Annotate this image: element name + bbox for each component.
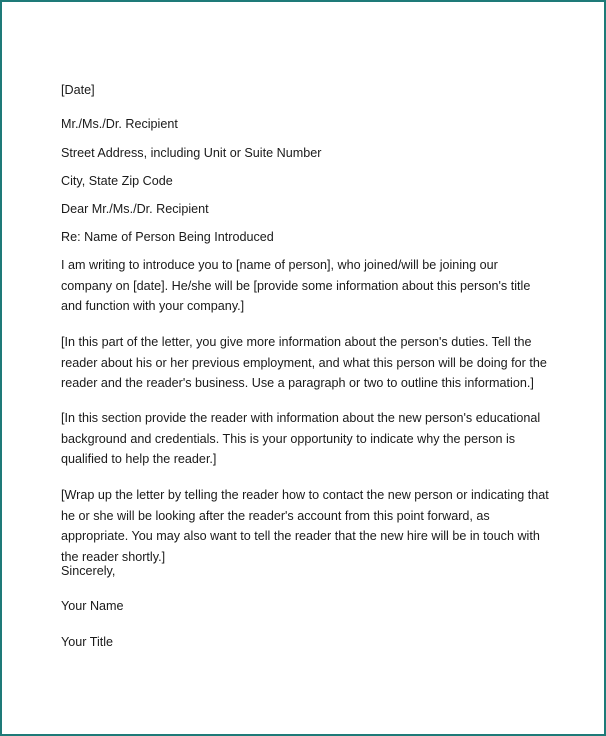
signature-title: Your Title [61, 635, 114, 649]
date-line: [Date] [61, 83, 95, 97]
paragraph-contact: [Wrap up the letter by telling the reader how to contact the new person or indicating that he or she will be looking after the reader's account from this point forward, as appropriate. You may also want to tell the reader that the new hire will be in touch with the reader shortly.] [61, 488, 549, 565]
closing: Sincerely, [61, 564, 116, 578]
recipient-city: City, State Zip Code [61, 174, 173, 188]
paragraph-duties: [In this part of the letter, you give more information about the person's duties. Tell the reader about his or her previous employment, and what this person will be doing for the reader and the reader's business. Use a paragraph or two to outline this information.] [61, 335, 547, 391]
paragraph-credentials: [In this section provide the reader with information about the new person's educational background and credentials. This is your opportunity to indicate why the person is qualified to help the reader.] [61, 411, 541, 467]
salutation: Dear Mr./Ms./Dr. Recipient [61, 202, 209, 216]
recipient-name: Mr./Ms./Dr. Recipient [61, 117, 178, 131]
paragraph-intro: I am writing to introduce you to [name of person], who joined/will be joining our company on [date]. He/she will be [provide some information about this person's title and function with your company.] [61, 258, 531, 314]
recipient-street: Street Address, including Unit or Suite Number [61, 146, 322, 160]
subject-line: Re: Name of Person Being Introduced [61, 230, 274, 244]
signature-name: Your Name [61, 599, 124, 613]
